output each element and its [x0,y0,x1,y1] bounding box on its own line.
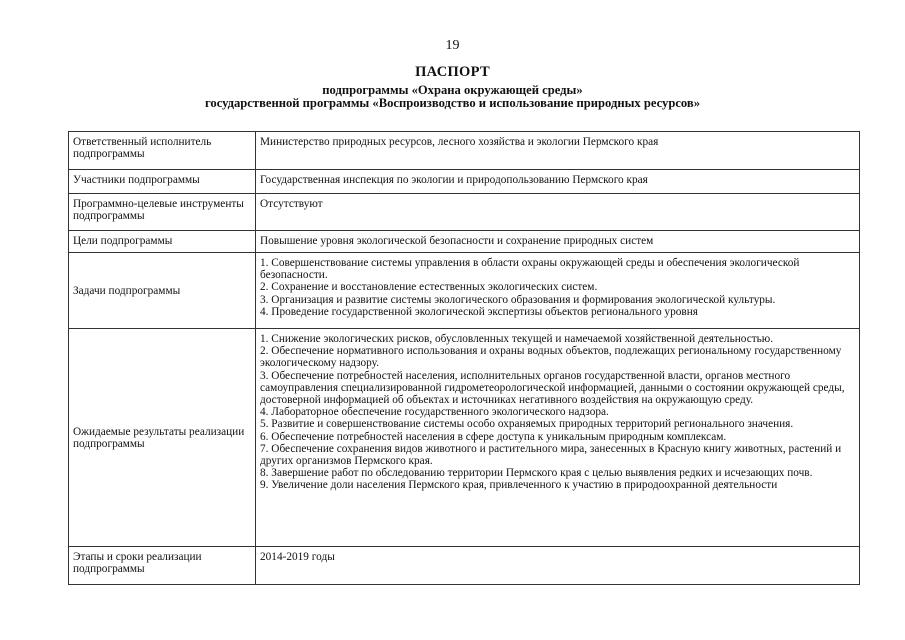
row-label: Ответственный исполнитель подпрограммы [69,132,256,170]
row-label: Участники подпрограммы [69,170,256,194]
row-label: Программно-целевые инструменты подпрограммы [69,194,256,231]
document-title: ПАСПОРТ [415,64,490,80]
list-item: 3. Обеспечение потребностей населения, исполнительных органов государственной власти, органов местного самоуправления специализированной гидрометеорологической информацией, данными о состоянии окружающей среды, достоверной информацией об объектах и источниках негативного воздействия на окружающую среду. [260,369,845,407]
row-value: Отсутствуют [256,194,860,231]
list-item: 5. Развитие и совершенствование системы особо охраняемых природных территорий регионального значения. [260,418,794,431]
list-item: 4. Лабораторное обеспечение государственного экологического надзора. [260,406,609,419]
list-item: 9. Увеличение доли населения Пермского края, привлеченного к участию в природоохранной деятельности [260,479,778,492]
table-row [69,253,860,329]
row-value-list [256,329,860,547]
table-row [69,547,860,585]
document-subtitle [0,84,905,110]
subtitle-line: подпрограммы «Охрана окружающей среды» [322,83,583,97]
list-item: 1. Снижение экологических рисков, обусловленных текущей и намечаемой хозяйственной деятельностью. [260,333,774,345]
list-item: 8. Завершение работ по обследованию территории Пермского края с целью выявления редких и исчезающих почв. [260,467,813,480]
row-label: Этапы и сроки реализации подпрограммы [69,547,256,585]
row-value-list [256,253,860,329]
row-value: Министерство природных ресурсов, лесного хозяйства и экологии Пермского края [256,132,860,170]
row-value: Государственная инспекция по экологии и природопользованию Пермского края [256,170,860,194]
table-row [69,329,860,547]
list-item: 7. Обеспечение сохранения видов животного и растительного мира, занесенных в Красную книгу животных, растений и других организмов Пермского края. [260,442,842,468]
table-row [69,194,860,231]
list-item: 4. Проведение государственной экологической экспертизы объектов регионального уровня [260,305,698,318]
page-number: 19 [445,38,460,53]
row-value: Повышение уровня экологической безопасности и сохранение природных систем [256,231,860,253]
row-label: Задачи подпрограммы [69,253,256,329]
list-item: 1. Совершенствование системы управления в области охраны окружающей среды и обеспечения экологической безопасности. [260,257,800,282]
list-item: 3. Организация и развитие системы экологического образования и формирования экологической культуры. [260,293,776,306]
table-row [69,170,860,194]
row-value: 2014-2019 годы [256,547,860,585]
subtitle-line: государственной программы «Воспроизводство и использование природных ресурсов» [205,96,700,110]
row-label: Цели подпрограммы [69,231,256,253]
list-item: 2. Обеспечение нормативного использования и охраны водных объектов, подлежащих региональному государственному экологическому надзору. [260,345,842,370]
list-item: 2. Сохранение и восстановление естественных экологических систем. [260,281,598,294]
table-row [69,132,860,170]
row-label: Ожидаемые результаты реализации подпрограммы [69,329,256,547]
table-row [69,231,860,253]
list-item: 6. Обеспечение потребностей населения в сфере доступа к уникальным природным комплексам. [260,430,727,443]
passport-table [68,131,860,585]
